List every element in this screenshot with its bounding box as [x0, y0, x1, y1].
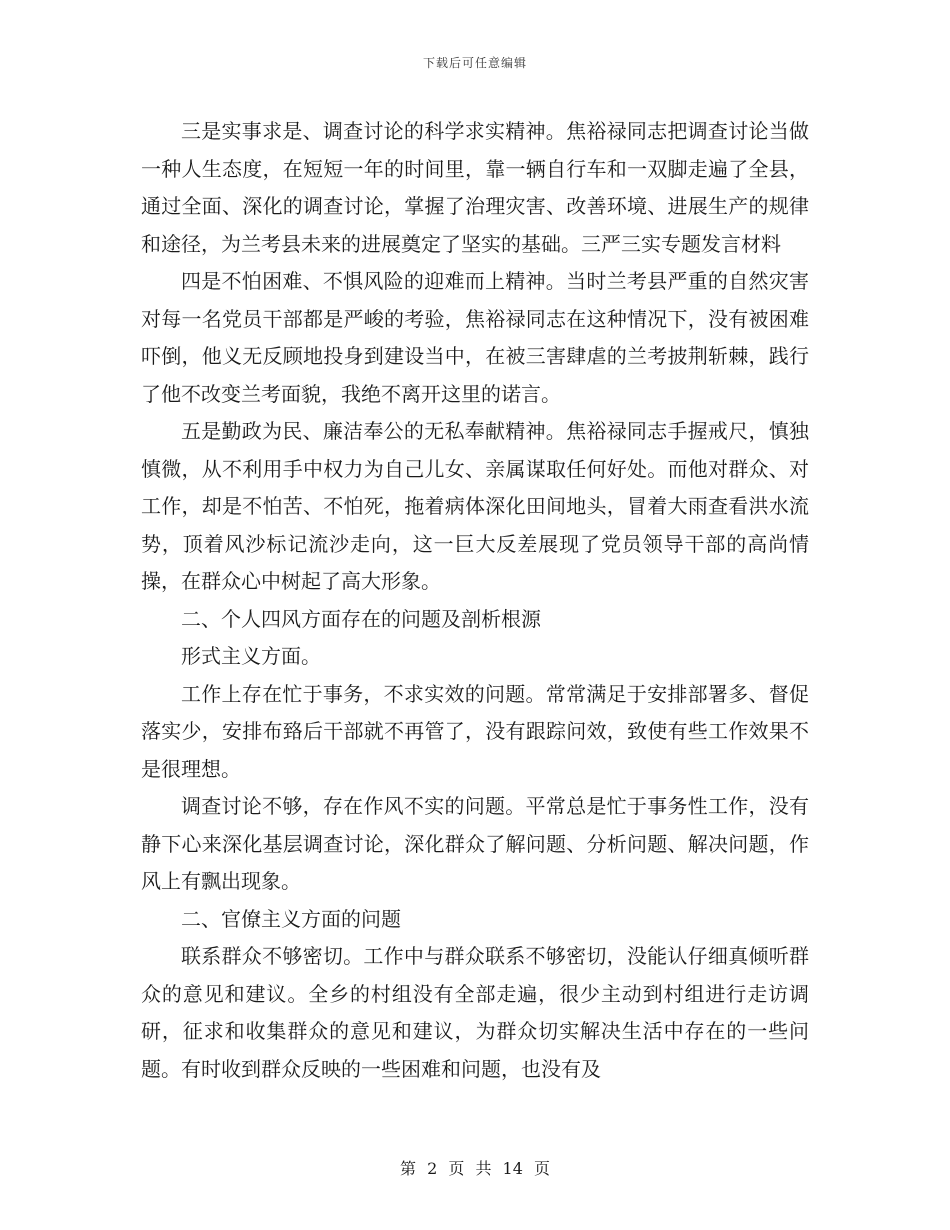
paragraph: 五是勤政为民、廉洁奉公的无私奉献精神。焦裕禄同志手握戒尺，慎独慎微，从不利用手中权力为自己儿女、亲属谋取任何好处。而他对群众、对工作，却是不怕苦、不怕死，拖着病体深化田间地头，冒着大雨查看洪水流势，顶着风沙标记流沙走向，这一巨大反差展现了党员领导干部的高尚情操，在群众心中树起了高大形象。: [141, 419, 809, 593]
paragraph: 工作上存在忙于事务，不求实效的问题。常常满足于安排部署多、督促落实少，安排布臵后干部就不再管了，没有跟踪问效，致使有些工作效果不是很理想。: [141, 681, 809, 781]
section-heading: 二、个人四风方面存在的问题及剖析根源: [181, 606, 541, 631]
document-body: [141, 113, 809, 1088]
paragraph: 三是实事求是、调查讨论的科学求实精神。焦裕禄同志把调查讨论当做一种人生态度，在短短一年的时间里，靠一辆自行车和一双脚走遍了全县，通过全面、深化的调查讨论，掌握了治理灾害、改善环境、进展生产的规律和途径，为兰考县未来的进展奠定了坚实的基础。三严三实专题发言材料: [141, 119, 809, 256]
sub-heading: 形式主义方面。: [181, 644, 321, 668]
paragraph: 四是不怕困难、不惧风险的迎难而上精神。当时兰考县严重的自然灾害对每一名党员干部都是严峻的考验，焦裕禄同志在这种情况下，没有被困难吓倒，他义无反顾地投身到建设当中，在被三害肆虐的兰考披荆斩棘，践行了他不改变兰考面貌，我绝不离开这里的诺言。: [141, 269, 809, 406]
paragraph: 调查讨论不够，存在作风不实的问题。平常总是忙于事务性工作，没有静下心来深化基层调查讨论，深化群众了解问题、分析问题、解决问题，作风上有飘出现象。: [141, 794, 809, 893]
page-number: 第 2 页 共 14 页: [400, 1159, 550, 1178]
paragraph: 联系群众不够密切。工作中与群众联系不够密切，没能认仔细真倾听群众的意见和建议。全乡的村组没有全部走遍，很少主动到村组进行走访调研，征求和收集群众的意见和建议，为群众切实解决生活中存在的一些问题。有时收到群众反映的一些困难和问题，也没有及: [141, 944, 809, 1081]
page-header: 下载后可任意编辑: [422, 56, 527, 70]
section-heading: 二、官僚主义方面的问题: [181, 906, 401, 931]
